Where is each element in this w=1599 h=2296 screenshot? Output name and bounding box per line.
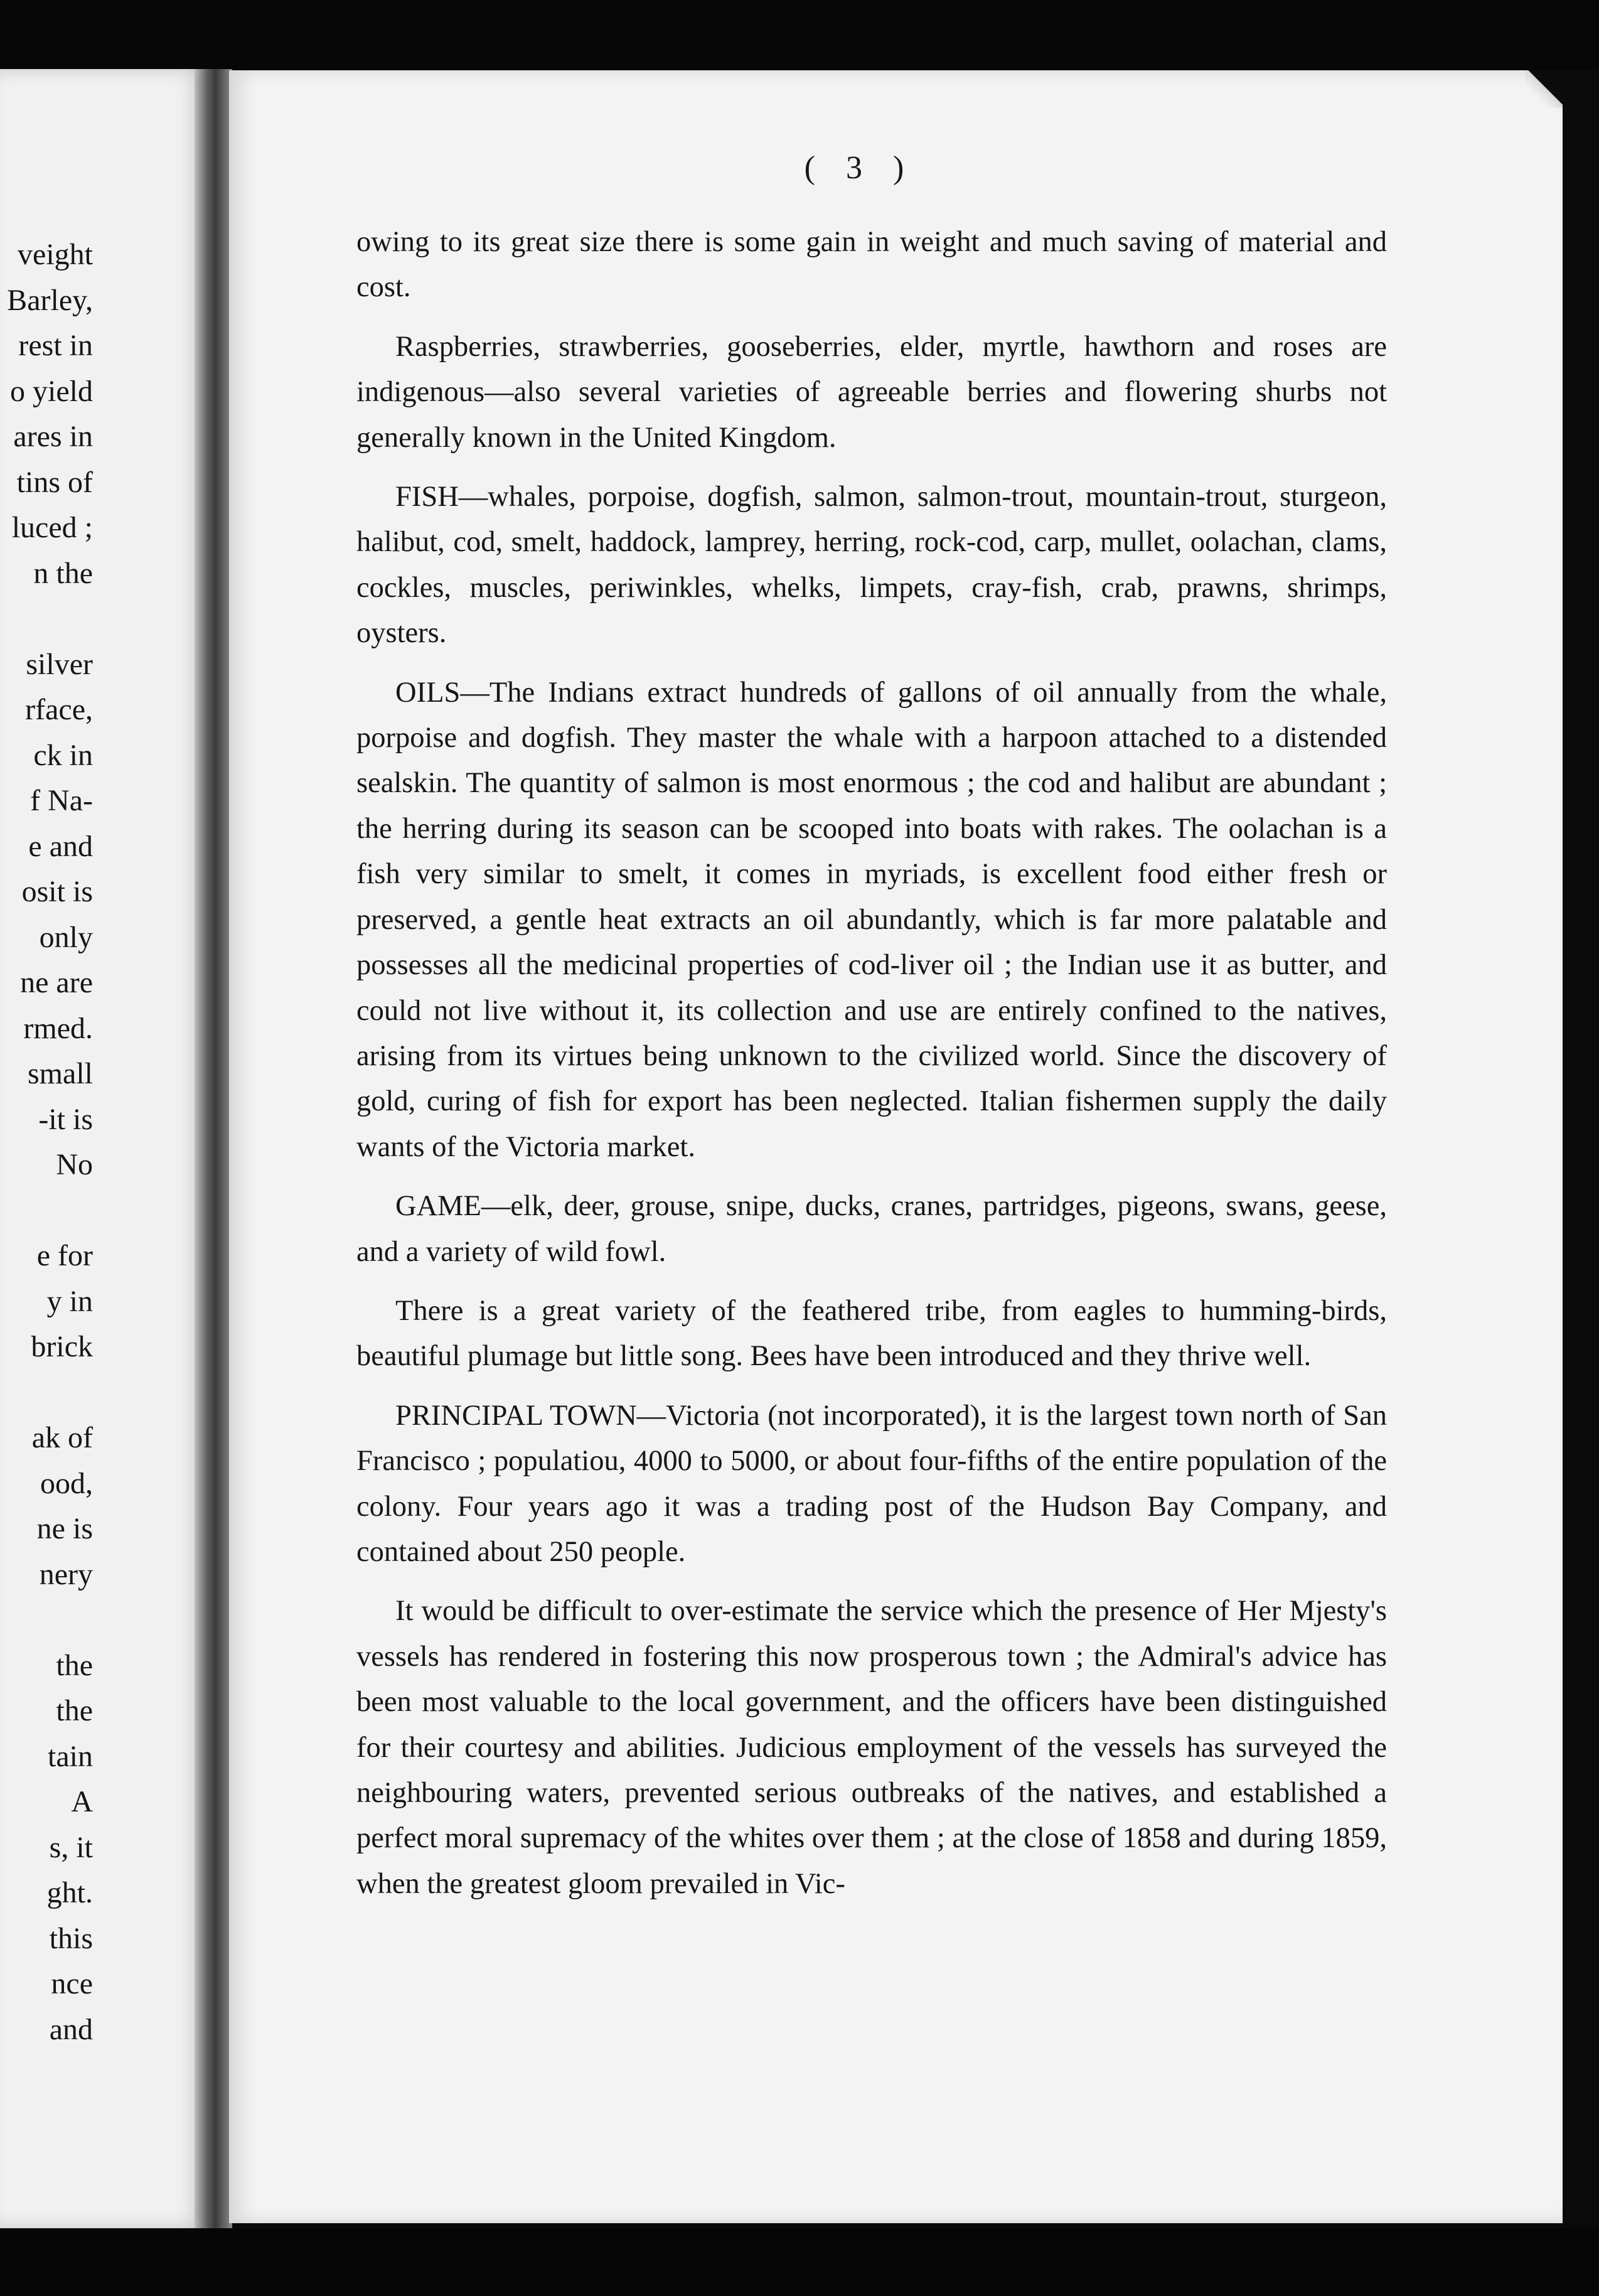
left-page-line: ne are [20,966,93,999]
left-page-line [0,1370,93,1416]
left-page-line: ood, [40,1466,93,1500]
paragraph: GAME—elk, deer, grouse, snipe, ducks, cranes, partridges, pigeons, swans, geese, and a variety of wild fowl. [356,1190,1387,1268]
scan-border-bottom [0,2228,1599,2296]
left-page-line: ne is [36,1512,93,1545]
left-page-line: ght. [46,1876,93,1909]
left-page-line [0,1597,93,1643]
left-page-line: ck in [33,738,93,772]
left-page-line: f Na- [30,784,93,817]
left-page-line: o yield [10,374,93,408]
book-gutter [195,69,232,2228]
paragraph: FISH—whales, porpoise, dogfish, salmon, salmon-trout, mountain-trout, sturgeon, halibut, cod, smelt, haddock, lamprey, herring, rock-cod, carp, mullet, oolachan, clams, cockles, muscles, periwinkles, whelks, limpets, cray-fish, crab, prawns, shrimps, oysters. [356,481,1387,650]
left-page-line: luced ; [11,511,93,544]
left-page-line: brick [31,1330,93,1363]
paragraph: owing to its great size there is some gain in weight and much saving of material and cost. [356,226,1387,304]
left-page-line: e and [28,829,93,863]
left-page-line: -it is [38,1102,93,1136]
left-page-line: and [49,2012,93,2046]
left-page-line: silver [26,647,93,681]
paragraph: PRINCIPAL TOWN—Victoria (not incorporated), it is the largest town north of San Francisco ; populatiou, 4000 to 5000, or about four-fifths of the entire population of the colony. Four years ago it was a trading post of the Hudson Bay Company, and contained about 250 people. [356,1399,1387,1568]
left-page-line: the [56,1648,93,1682]
paragraph: It would be difficult to over-estimate the service which the presence of Her Mjesty's vessels has rendered in fostering this now prosperous town ; the Admiral's advice has been most valuable to the local government, and the officers have been distinguished for their courtesy and abilities. Judicious employment of the vessels has surveyed the neighbouring waters, prevented serious outbreaks of the natives, and established a perfect moral supremacy of the whites over them ; at the close of 1858 and during 1859, when the greatest gloom prevailed in Vic- [356,1595,1387,1900]
left-page-line: ares in [13,420,93,453]
left-page-line: y in [46,1284,93,1318]
left-page-line: e for [36,1239,93,1272]
left-page-line: rest in [18,329,93,362]
left-page-line: rface, [25,693,93,726]
paragraph: OILS—The Indians extract hundreds of gallons of oil annually from the whale, porpoise and dogfish. They master the whale with a harpoon attached to a distended sealskin. The quantity of salmon is most enormous ; the cod and halibut are abundant ; the herring during its season can be scooped into boats with rakes. The oolachan is a fish very similar to smelt, it comes in myriads, is excellent food either fresh or preserved, a gentle heat extracts an oil abundantly, which is far more palatable and possesses all the medicinal properties of cod-liver oil ; the Indian use it as butter, and could not live without it, its collection and use are entirely confined to the natives, arising from its virtues being unknown to the civilized world. Since the discovery of gold, curing of fish for export has been neglected. Italian fishermen supply the daily wants of the Victoria market. [356,676,1387,1163]
left-page-line: n the [33,556,93,590]
paragraph: Raspberries, strawberries, gooseberries, elder, myrtle, hawthorn and roses are indigenous—also several varieties of agreeable berries and flowering shurbs not generally known in the United Kingdom. [356,330,1387,454]
left-page-line: ak of [31,1421,93,1454]
left-page-line: nce [51,1967,93,2000]
left-page-line: rmed. [23,1011,93,1045]
left-page-line [0,596,93,642]
scan-border-right [1563,70,1599,2223]
left-page-line: s, it [49,1830,93,1864]
body-text [356,220,1387,1921]
left-page-line: tins of [16,465,93,499]
left-page-line: A [71,1785,93,1818]
left-page-line: nery [39,1557,93,1591]
left-page-line: No [56,1148,93,1181]
left-page-line: veight [18,238,93,271]
left-page-line: the [56,1694,93,1727]
left-page-line: tain [48,1739,93,1773]
scan-border-top [0,0,1599,75]
left-page-line: this [49,1921,93,1955]
left-page-line: osit is [21,875,93,908]
left-page-line [0,1188,93,1234]
left-page-line: only [39,920,93,954]
left-page-text-fragments [0,232,93,2052]
page-number: ( 3 ) [804,150,916,186]
left-page-line: small [28,1057,93,1090]
paragraph: There is a great variety of the feathered tribe, from eagles to humming-birds, beautiful plumage but little song. Bees have been introduced and they thrive well. [356,1294,1387,1373]
page-corner [1525,70,1563,108]
left-page-line: Barley, [7,283,93,317]
